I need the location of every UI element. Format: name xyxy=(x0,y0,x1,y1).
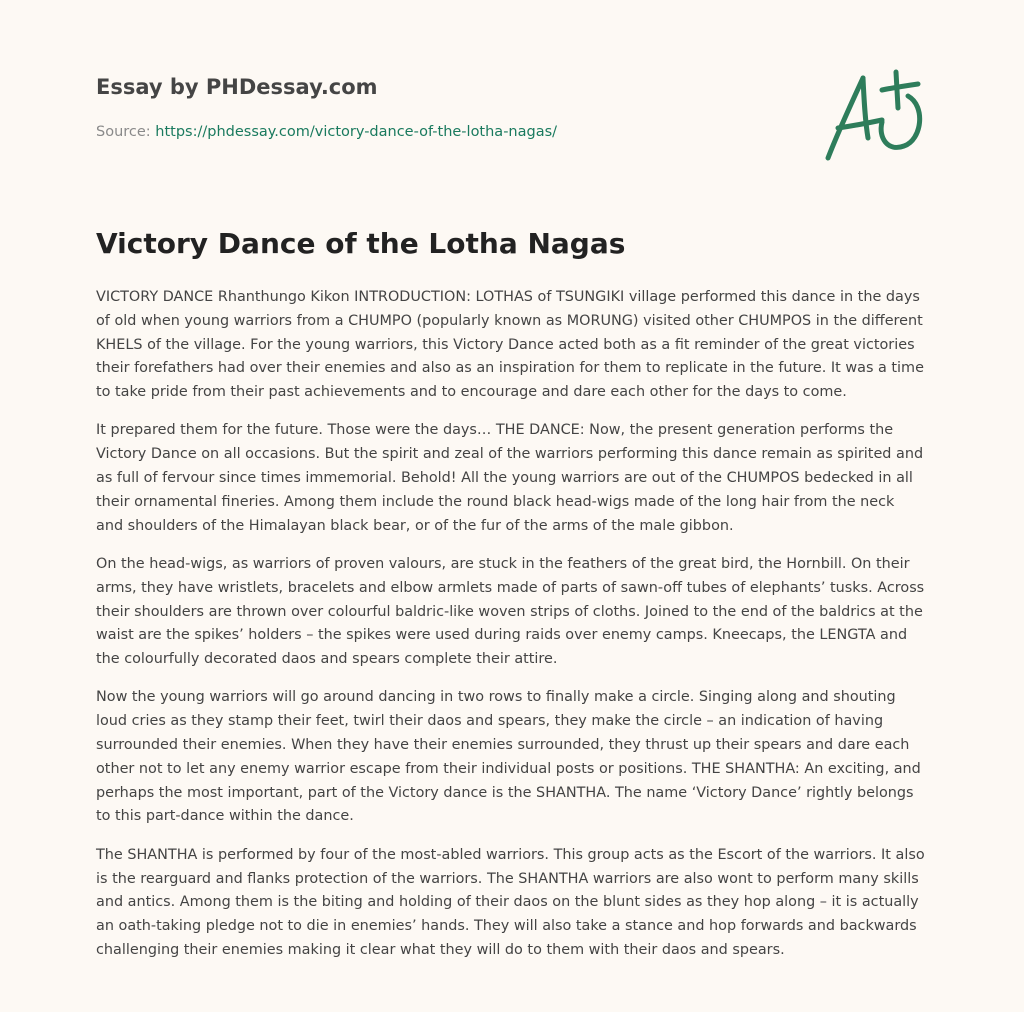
source-link[interactable]: https://phdessay.com/victory-dance-of-the-lotha-nagas/ xyxy=(155,124,558,140)
essay-header xyxy=(96,72,796,142)
essay-body xyxy=(96,286,926,977)
source-line xyxy=(96,122,796,142)
essay-paragraph: On the head-wigs, as warriors of proven valours, are stuck in the feathers of the great bird, the Hornbill. On their arms, they have wristlets, bracelets and elbow armlets made of parts of sawn-off tubes of elephants’ tusks. Across their shoulders are thrown over colourful baldric-like woven strips of cloths. Joined to the end of the baldrics at the waist are the spikes’ holders – the spikes were used during raids over enemy camps. Kneecaps, the LENGTA and the colourfully decorated daos and spears complete their attire. xyxy=(96,555,925,668)
essay-paragraph: The SHANTHA is performed by four of the most-abled warriors. This group acts as the Escort of the warriors. It also is the rearguard and flanks protection of the warriors. The SHANTHA warriors are also wont to perform many skills and antics. Among them is the biting and holding of their daos on the blunt sides as they hop along – it is actually an oath-taking pledge not to die in enemies’ hands. They will also take a stance and hop forwards and backwards challenging their enemies making it clear what they will do to them with their daos and spears. xyxy=(96,846,925,958)
essay-title: Victory Dance of the Lotha Nagas xyxy=(96,227,626,260)
essay-paragraph: It prepared them for the future. Those were the days… THE DANCE: Now, the present generation performs the Victory Dance on all occasions. But the spirit and zeal of the warriors performing this dance remain as spirited and as full of fervour since times immemorial. Behold! All the young warriors are out of the CHUMPOS bedecked in all their ornamental fineries. Among them include the round black head-wigs made of the long hair from the neck and shoulders of the Himalayan black bear, or of the fur of the arms of the male gibbon. xyxy=(96,422,924,534)
a-plus-grade-icon xyxy=(818,66,930,166)
site-brand: Essay by PHDessay.com xyxy=(96,75,378,99)
essay-paragraph: Now the young warriors will go around dancing in two rows to finally make a circle. Singing along and shouting loud cries as they stamp their feet, twirl their daos and spears, they make the circle – an indication of having surrounded their enemies. When they have their enemies surrounded, they thrust up their spears and dare each other not to let any enemy warrior escape from their individual posts or positions. THE SHANTHA: An exciting, and perhaps the most important, part of the Victory dance is the SHANTHA. The name ‘Victory Dance’ rightly belongs to this part-dance within the dance. xyxy=(96,689,921,825)
essay-paragraph: VICTORY DANCE Rhanthungo Kikon INTRODUCTION: LOTHAS of TSUNGIKI village performed this dance in the days of old when young warriors from a CHUMPO (popularly known as MORUNG) visited other CHUMPOS in the different KHELS of the village. For the young warriors, this Victory Dance acted both as a fit reminder of the great victories their forefathers had over their enemies and also as an inspiration for them to replicate in the future. It was a time to take pride from their past achievements and to encourage and dare each other for the days to come. xyxy=(96,289,924,401)
source-label: Source: xyxy=(96,124,151,140)
